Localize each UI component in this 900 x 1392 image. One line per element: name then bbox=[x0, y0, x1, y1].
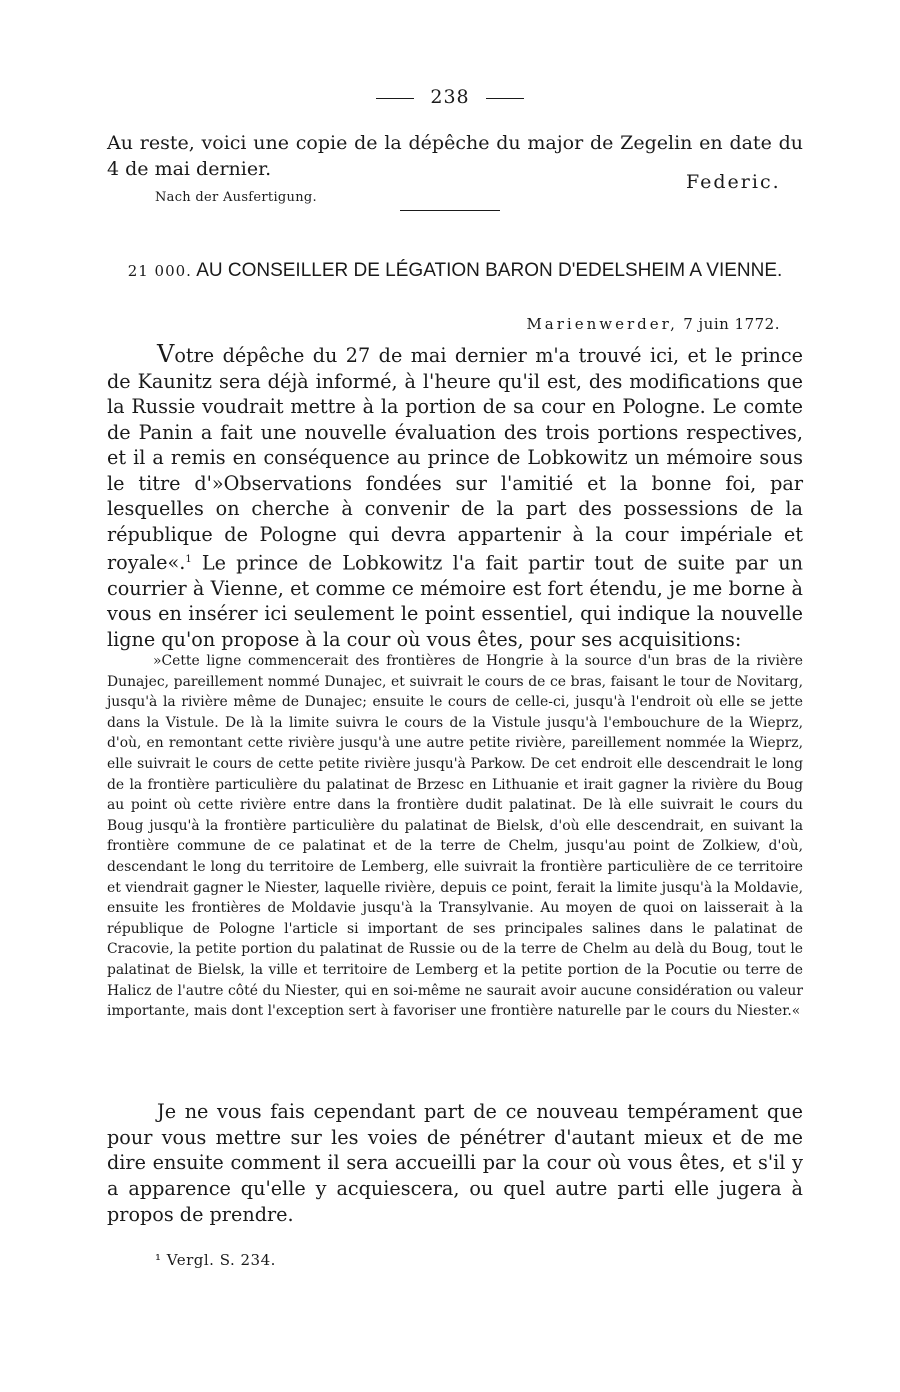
letter-heading bbox=[107, 258, 803, 284]
footnote: ¹ Vergl. S. 234. bbox=[155, 1251, 276, 1269]
page-header bbox=[0, 86, 900, 108]
intro-paragraph: Au reste, voici une copie de la dépêche du major de Zegelin en date du 4 de mai dernier. bbox=[107, 132, 803, 180]
signature: Federic. bbox=[686, 171, 781, 193]
letter-number: 21 000. bbox=[127, 262, 192, 280]
footnote-marker: 1 bbox=[185, 554, 192, 565]
header-rule-right bbox=[486, 98, 524, 99]
letter-title: AU CONSEILLER DE LÉGATION BARON D'EDELSHEIM A VIENNE. bbox=[196, 260, 783, 281]
dateline-date: 7 juin 1772. bbox=[683, 315, 780, 333]
quoted-memoire: »Cette ligne commencerait des frontières de Hongrie à la source d'un bras de la rivière Dunajec, pareillement nommé Dunajec, et suivrait le cours de ce bras, faisant le tour de Novitarg, jusqu'à la rivière même de Dunajec; ensuite le cours de celle-ci, jusqu'à l'endroit où elle se jette dans la Vistule. De là la limite suivra le cours de la Vistule jusqu'à l'embouchure de la Wieprz, d'où, en remontant cette rivière jusqu'à une autre petite rivière, pareillement nommée la Wieprz, elle suivrait le cours de cette petite rivière jusqu'à Parkow. De cet endroit elle descendrait le long de la frontière particulière du palatinat de Brzesc en Lithuanie et irait gagner la rivière du Boug au point où cette rivière entre dans la frontière dudit palatinat. De là elle suivrait le cours du Boug jusqu'à la frontière particulière du palatinat de Bielsk, d'où elle descendrait, en suivant la frontière commune de ce palatinat et de la terre de Chelm, jusqu'au point de Zolkiew, d'où, descendant le long du territoire de Lemberg, elle suivrait la frontière particulière de ce territoire et viendrait gagner le Niester, laquelle rivière, depuis ce point, ferait la limite jusqu'à la Moldavie, ensuite les frontières de Moldavie jusqu'à la Transylvanie. Au moyen de quoi on laisserait à la république de Pologne l'article si important de ses principales salines dans le palatinat de Cracovie, la petite portion du palatinat de Russie ou de la terre de Chelm au delà du Boug, tout le palatinat de Bielsk, la ville et territoire de Lemberg et la petite portion de la Pocutie ou terre de Halicz de l'autre côté du Niester, qui en soi-même ne saurait avoir aucune considération ou valeur importante, mais dont l'exception sert à favoriser une frontière naturelle par le cours du Niester.« bbox=[107, 653, 803, 1020]
body-paragraph-2: Je ne vous fais cependant part de ce nouveau tempérament que pour vous mettre sur les voies de pénétrer d'autant mieux et de me dire ensuite comment il sera accueilli par la cour où vous êtes, et s'il y a apparence qu'elle y acquiescera, ou quel autre parti elle jugera à propos de prendre. bbox=[107, 1100, 803, 1226]
dateline-place: Marienwerder, bbox=[526, 315, 678, 333]
paragraph-1-text: Votre dépêche du 27 de mai dernier m'a trouvé ici, et le prince de Kaunitz sera déjà informé, à l'heure qu'il est, des modifications que la Russie voudrait mettre à la portion de sa cour en Pologne. Le comte de Panin a fait une nouvelle évaluation des trois portions respectives, et il a remis en conséquence au prince de Lobkowitz un mémoire sous le titre d'»Observations fondées sur l'amitié et la bonne foi, par lesquelles on cherche à convenir de la part des possessions de la république de Pologne qui devra appartenir à la cour impériale et royale«. bbox=[107, 340, 803, 575]
body-paragraph-1 bbox=[107, 342, 803, 652]
section-divider bbox=[400, 210, 500, 211]
dateline bbox=[526, 315, 780, 333]
page-number: 238 bbox=[430, 86, 470, 108]
source-note: Nach der Ausfertigung. bbox=[155, 190, 317, 205]
paragraph-1-continued: Le prince de Lobkowitz l'a fait partir tout de suite par un courrier à Vienne, et comme ce mémoire est fort étendu, je me borne à vous en insérer ici seulement le point essentiel, qui indique la nouvelle ligne qu'on propose à la cour où vous êtes, pour ses acquisitions: bbox=[107, 551, 803, 651]
header-rule-left bbox=[376, 98, 414, 99]
